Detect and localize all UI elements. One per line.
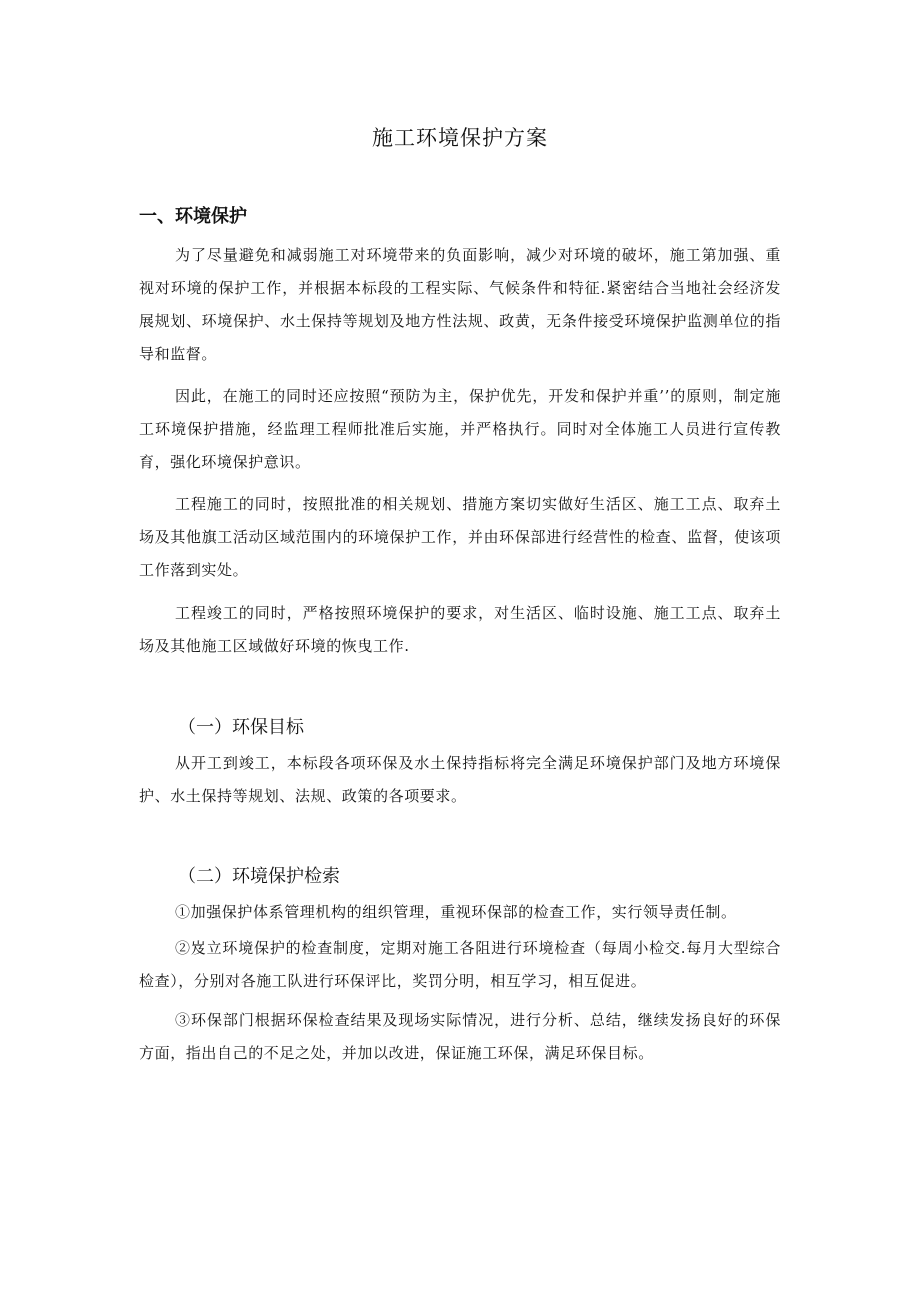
paragraph-inspection-2: ②岌立环境保护的检查制度，定期对施工各阻进行环境检查（每周小检交.每月大型综合检查），分别对各施工队进行环保评比，奖罚分明，相互学习，相互促进。 [139, 939, 781, 990]
paragraph-inspection-3: ③环保部门根据环保检查结果及现场实际情况，进行分析、总结，继续发扬良好的环保方面，指出自己的不足之处，并加以改进，保证施工环保，满足环保目标。 [139, 1011, 781, 1062]
document-title: 施工环境保护方案 [372, 126, 548, 150]
paragraph-inspection-1: ①加强保护体系管理机构的组织管理，重视环保部的检查工作，实行领导责任制。 [175, 903, 737, 921]
paragraph-principle: 因此，在施工的同时还应按照“预防为主，保护优先，开发和保护并重’’的原则，制定施工环境保护措施，经监理工程师批准后实施，并严格执行。同时对全体施工人员进行宣传教育，强化环境保护意识。 [139, 387, 781, 471]
subsection-heading-goals: （一）环保目标 [178, 717, 304, 738]
paragraph-completion: 工程竣工的同时，严格按照环境保护的要求，对生活区、临时设施、施工工点、取弃土场及其他施工区域做好环境的恢曳工作. [139, 604, 781, 655]
subsection-heading-inspection: （二）环境保护检索 [178, 866, 340, 887]
section-heading-environment-protection: 一、环境保护 [139, 206, 247, 227]
paragraph-intro: 为了尽量避免和减弱施工对环境带来的负面影响，减少对环境的破坏，施工第加强、重视对环境的保护工作，并根据本标段的工程实际、气候条件和特征.紧密结合当地社会经济发展规划、环境保护、水土保持等规划及地方性法规、政黄，无条件接受环境保护监测单位的指导和监督。 [139, 246, 781, 363]
paragraph-construction: 工程施工的同时，按照批准的相关规划、措施方案切实做好生活区、施工工点、取弃土场及其他旗工活动区域范围内的环境保护工作，并由环保部进行经营性的检查、监督，使该项工作落到实处。 [139, 495, 781, 579]
paragraph-goals: 从开工到竣工，本标段各项环保及水土保持指标将完全满足环境保护部门及地方环境保护、水土保持等规划、法规、政策的各项要求。 [139, 754, 781, 805]
